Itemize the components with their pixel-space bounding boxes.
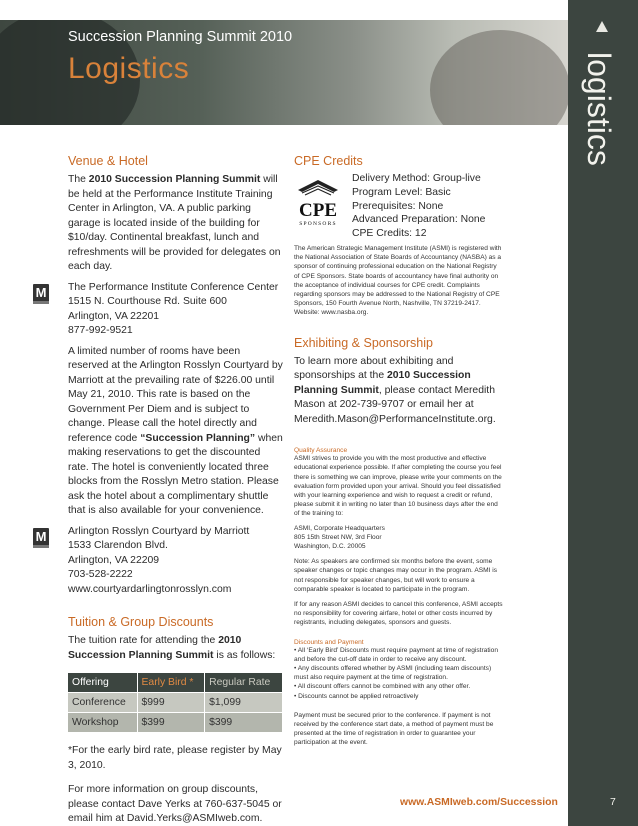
cpe-advanced-preparation: Advanced Preparation: None — [352, 214, 486, 226]
hotel-website-link[interactable]: www.courtyardarlingtonrosslyn.com — [68, 583, 232, 595]
conference-center-address — [35, 281, 283, 339]
payment-closing: Payment must be secured prior to the conference. If payment is not received by the conference start date, a method of payment must be presented at the time of registration in order to guarantee your participation at the event. — [294, 711, 494, 747]
hotel-rooms-text: A limited number of rooms have been reserved at the Arlington Rosslyn Courtyard by Marriott at the prevailing rate of $226.00 until May 21, 2010. This rate is based on the Government Per Diem and is subject to change. Please call the hotel directly and reference code “Succession Planning” when making reservations to get the discounted rate. The hotel is conveniently located three blocks from the Rosslyn Metro station. Please ask the hotel about a complimentary shuttle that is also available for your convenience. — [68, 345, 283, 516]
hq-city: Washington, D.C. 20005 — [294, 542, 366, 550]
metro-icon: M — [33, 528, 49, 548]
address-name: The Performance Institute Conference Center — [68, 281, 279, 293]
hotel-city: Arlington, VA 22209 — [68, 554, 160, 566]
right-column — [294, 154, 504, 748]
hotel-street: 1533 Clarendon Blvd. — [68, 540, 168, 551]
list-item: • All discount offers cannot be combined with any other offer. — [294, 683, 471, 691]
hotel-address — [35, 525, 283, 598]
address-phone: 877-992-9521 — [68, 325, 133, 336]
hotel-name: Arlington Rosslyn Courtyard by Marriott — [68, 525, 250, 537]
left-column — [35, 154, 283, 826]
table-row — [68, 693, 283, 713]
cpe-credits: CPE Credits: 12 — [352, 228, 427, 240]
sidebar-section-label: logistics — [581, 52, 617, 166]
table-cell: $1,099 — [205, 693, 283, 713]
quality-text: ASMI strives to provide you with the most productive and effective educational experience possible. If after completing the course you feel there is something we can improve, please write your comments on the evaluation form provided upon your arrival. Should you feel dissatisfied with your learning experience and wish to request a credit or refund, please submit it in writing no later than 10 business days after the end of the training to: — [294, 455, 502, 518]
cpe-logo-text: CPE — [299, 200, 337, 221]
list-item: • Discounts cannot be applied retroactively — [294, 692, 419, 700]
cpe-fine-print: The American Strategic Management Institute (ASMI) is registered with the National Association of State Boards of Accountancy (NASBA) as a sponsor of continuing professional education on the National Registry of CPE Sponsors. State boards of accountancy have final authority on the acceptance of individual courses for CPE credit. Complaints regarding sponsors may be addressed to the National Registry of CPE Sponsors, 150 Fourth Avenue North, Nashville, TN 37219-2417. Website: www.nasba.org. — [294, 245, 502, 317]
metro-icon: M — [33, 284, 49, 304]
page-title: Logistics — [68, 52, 190, 85]
page-number: 7 — [610, 797, 616, 808]
exhibiting-heading: Exhibiting & Sponsorship — [294, 335, 433, 350]
cpe-logo-subtext: SPONSORS — [299, 221, 337, 227]
hq-street: 805 15th Street NW, 3rd Floor — [294, 533, 382, 541]
exhibiting-text: To learn more about exhibiting and sponsorships at the 2010 Succession Planning Summit, please contact Meredith Mason at 202-739-9707 or email her at Meredith.Mason@PerformanceInstitute.org. — [294, 355, 496, 425]
column-header-regular-rate: Regular Rate — [205, 673, 283, 693]
column-header-early-bird: Early Bird * — [137, 673, 205, 693]
address-street: 1515 N. Courthouse Rd. Suite 600 — [68, 296, 227, 307]
cpe-details — [352, 172, 485, 241]
triangle-up-icon — [596, 21, 608, 32]
hq-address — [294, 524, 504, 552]
summit-title: Succession Planning Summit 2010 — [68, 29, 293, 45]
speaker-note: Note: As speakers are confirmed six months before the event, some speaker changes or topic changes may occur in the program. ASMI is not responsible for speaker changes, but will work to ensure a comparable speaker is located to participate in the program. — [294, 558, 498, 593]
venue-heading: Venue & Hotel — [68, 154, 148, 168]
quality-heading: Quality Assurance — [294, 447, 348, 455]
cpe-sponsors-logo — [294, 176, 342, 228]
table-row — [68, 713, 283, 733]
table-cell: Workshop — [68, 713, 137, 733]
table-cell: $999 — [137, 693, 205, 713]
table-cell: $399 — [137, 713, 205, 733]
table-cell: $399 — [205, 713, 283, 733]
payment-bullets — [294, 646, 504, 701]
cpe-prerequisites: Prerequisites: None — [352, 200, 444, 212]
footer-website-link[interactable]: www.ASMIweb.com/Succession — [400, 797, 558, 808]
venue-intro: The 2010 Succession Planning Summit will be held at the Performance Institute Training Center in Arlington, VA. A public parking garage is located inside of the building for $10/day. Continental breakfast, lunch and refreshments will be provided for delegates on each day. — [68, 174, 281, 272]
cancellation-note: If for any reason ASMI decides to cancel this conference, ASMI accepts no responsibility for covering airfare, hotel or other costs incurred by registrants, including delegates, sponsors and guests. — [294, 600, 503, 627]
tuition-table — [68, 673, 283, 732]
address-city: Arlington, VA 22201 — [68, 310, 160, 322]
cpe-heading: CPE Credits — [294, 154, 363, 168]
column-header-offering: Offering — [68, 673, 137, 693]
tuition-intro: The tuition rate for attending the 2010 Succession Planning Summit is as follows: — [68, 635, 276, 661]
cpe-section — [294, 154, 504, 242]
cpe-delivery-method: Delivery Method: Group-live — [352, 173, 481, 184]
group-discount-text: For more information on group discounts, please contact Dave Yerks at 760-637-5045 or email him at David.Yerks@ASMIweb.com. — [68, 784, 282, 824]
list-item: • Any discounts offered whether by ASMI (including team discounts) must also require payment at the time of registration. — [294, 664, 492, 682]
cpe-program-level: Program Level: Basic — [352, 186, 451, 198]
tuition-heading: Tuition & Group Discounts — [68, 615, 214, 629]
early-bird-note: *For the early bird rate, please register by May 3, 2010. — [68, 745, 282, 771]
hq-name: ASMI, Corporate Headquarters — [294, 524, 385, 532]
table-cell: Conference — [68, 693, 137, 713]
list-item: • All ‘Early Bird’ Discounts must require payment at time of registration and before the cut-off date in order to receive any discount. — [294, 646, 498, 663]
payment-heading: Discounts and Payment — [294, 638, 364, 646]
header-photo-shadow-right — [430, 30, 568, 125]
hotel-phone: 703-528-2222 — [68, 569, 133, 580]
